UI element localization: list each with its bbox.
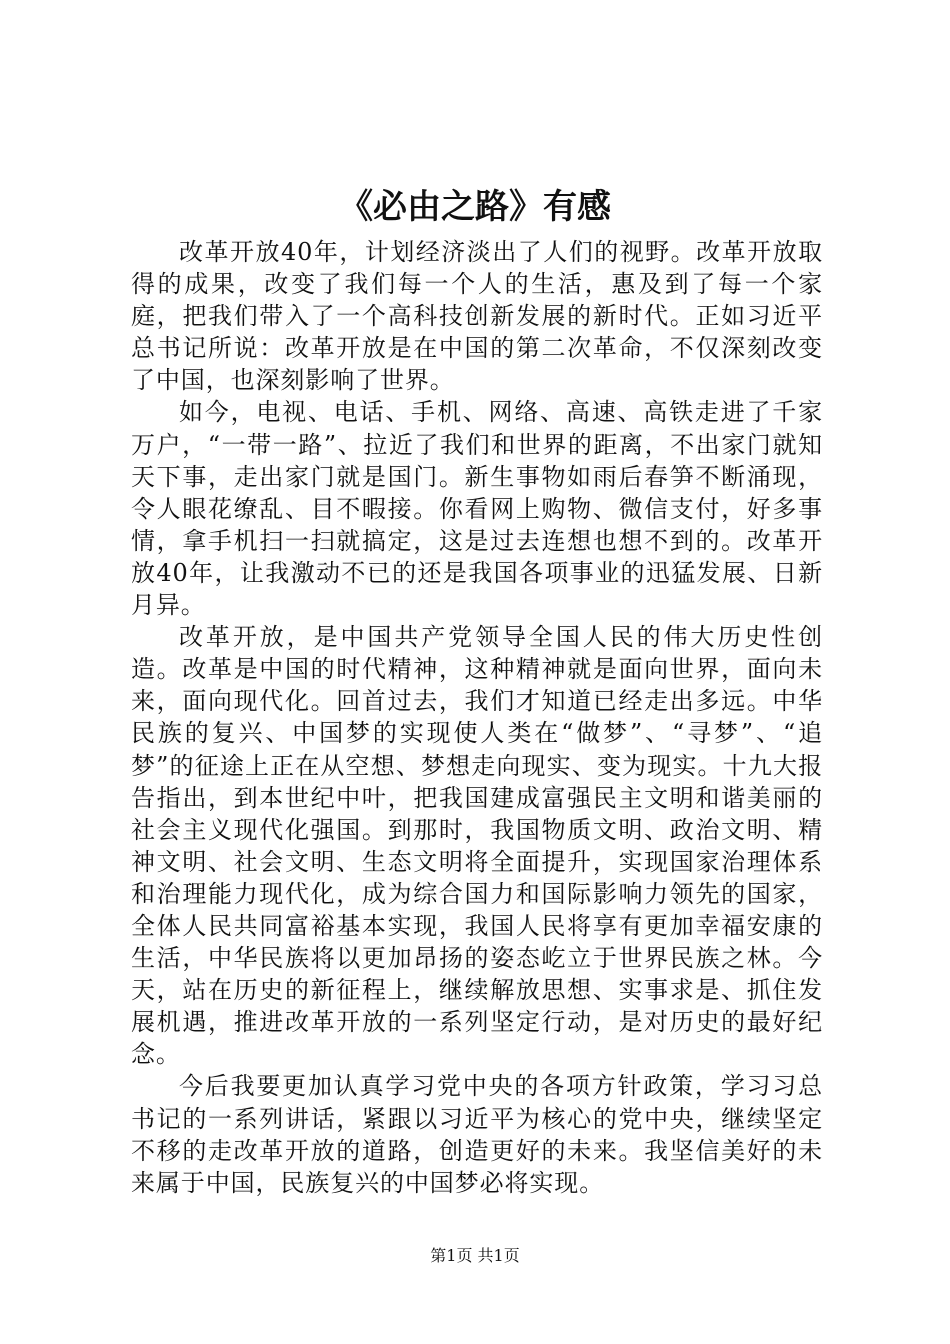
paragraph-4: 今后我要更加认真学习党中央的各项方针政策，学习习总书记的一系列讲话，紧跟以习近平为核心的党中央，继续坚定不移的走改革开放的道路，创造更好的未来。我坚信美好的未来属于中国，民族复兴的中国梦必将实现。: [131, 1072, 823, 1197]
page-footer: 第1页 共1页: [430, 1246, 520, 1265]
paragraph-2: 如今，电视、电话、手机、网络、高速、高铁走进了千家万户，“一带一路”、拉近了我们和世界的距离，不出家门就知天下事，走出家门就是国门。新生事物如雨后春笋不断涌现，令人眼花缭乱、目不暇接。你看网上购物、微信支付，好多事情，拿手机扫一扫就搞定，这是过去连想也想不到的。改革开放40年，让我激动不已的还是我国各项事业的迅猛发展、日新月异。: [131, 398, 823, 620]
paragraph-1: 改革开放40年，计划经济淡出了人们的视野。改革开放取得的成果，改变了我们每一个人的生活，惠及到了每一个家庭，把我们带入了一个高科技创新发展的新时代。正如习近平总书记所说：改革开放是在中国的第二次革命，不仅深刻改变了中国，也深刻影响了世界。: [131, 238, 823, 395]
document-body: [131, 236, 823, 1199]
document-title: 《必由之路》有感: [339, 187, 611, 227]
paragraph-3: 改革开放，是中国共产党领导全国人民的伟大历史性创造。改革是中国的时代精神，这种精神就是面向世界，面向未来，面向现代化。回首过去，我们才知道已经走出多远。中华民族的复兴、中国梦的实现使人类在“做梦”、“寻梦”、“追梦”的征途上正在从空想、梦想走向现实、变为现实。十九大报告指出，到本世纪中叶，把我国建成富强民主文明和谐美丽的社会主义现代化强国。到那时，我国物质文明、政治文明、精神文明、社会文明、生态文明将全面提升，实现国家治理体系和治理能力现代化，成为综合国力和国际影响力领先的国家，全体人民共同富裕基本实现，我国人民将享有更加幸福安康的生活，中华民族将以更加昂扬的姿态屹立于世界民族之林。今天，站在历史的新征程上，继续解放思想、实事求是、抓住发展机遇，推进改革开放的一系列坚定行动，是对历史的最好纪念。: [131, 623, 823, 1069]
